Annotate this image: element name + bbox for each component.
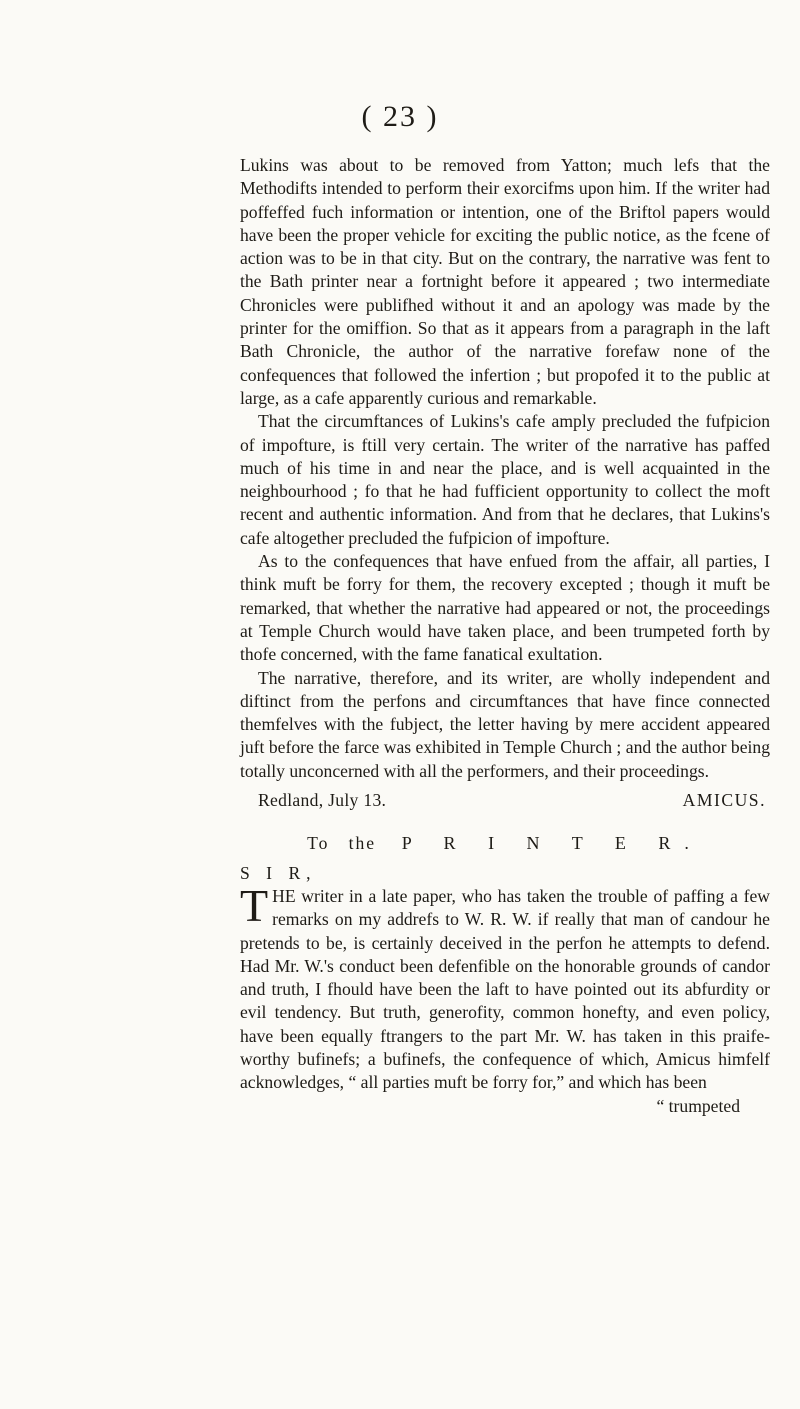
letter-paragraph <box>240 879 770 1095</box>
heading-printer: P R I N T E R. <box>401 833 703 854</box>
drop-cap: T <box>240 879 269 931</box>
heading-to: To <box>307 833 330 854</box>
paragraph: That the circumftances of Lukins's cafe amply precluded the fufpicion of impofture, is ftill very certain. The writer of the narrative has paffed much of his time in and near the place, and is well acquainted in the neighbourhood ; fo that he had fufficient opportunity to collect the moft recent and authentic information. And from that he declares, that Lukins's cafe altogether precluded the fufpicion of impofture. <box>240 411 770 548</box>
catchword: “ trumpeted <box>656 1095 740 1116</box>
paragraph: Lukins was about to be removed from Yatton; much lefs that the Methodifts intended to perform their exorcifms upon him. If the writer had poffeffed fuch information or intention, one of the Briftol papers would have been the proper vehicle for exciting the public notice, as the fcene of action was to be in that city. But on the contrary, the narrative was fent to the Bath printer near a fortnight before it appeared ; two intermediate Chronicles were publifhed without it and an apology was made by the printer for the omiffion. So that as it appears from a paragraph in the laft Bath Chronicle, the author of the narrative forefaw none of the confequences that followed the infertion ; but propofed it to the public at large, as a cafe apparently curious and remarkable. <box>240 155 770 408</box>
letter-text: HE writer in a late paper, who has taken the trouble of paffing a few remarks on my addrefs to W. R. W. if really that man of candour he pretends to be, is certainly deceived in the perfon he attempts to defend. Had Mr. W.'s conduct been defenfible on the honorable grounds of candor and truth, I fhould have been the laft to have pointed out its abfurdity or evil tendency. But truth, generofity, common honefty, and even policy, have been equally ftrangers to the part Mr. W. has taken in this praife-worthy bufinefs; a bufinefs, the confequence of which, Amicus himfelf acknowledges, “ all parties muft be forry for,” and which has been <box>240 885 770 1093</box>
heading-the: the <box>348 833 377 854</box>
letter-heading <box>240 832 770 855</box>
salutation: S I R, <box>240 862 317 883</box>
signature-line <box>240 789 770 812</box>
page-number: ( 23 ) <box>361 100 439 133</box>
signature-author: AMICUS. <box>682 790 766 811</box>
paragraph: The narrative, therefore, and its writer, are wholly independent and diftinct from the perfons and circumftances that have fince connected themfelves with the fubject, the letter having by mere accident appeared juft before the farce was exhibited in Temple Church ; and the author being totally unconcerned with all the performers, and their proceedings. <box>240 667 770 781</box>
paragraph: As to the confequences that have enfued from the affair, all parties, I think muft be forry for them, the recovery excepted ; though it muft be remarked, that whether the narrative had appeared or not, the proceedings at Temple Church would have taken place, and been trumpeted forth by thofe concerned, with the fame fanatical exultation. <box>240 551 770 665</box>
signature-place-date: Redland, July 13. <box>258 790 387 811</box>
page-body <box>240 154 770 1118</box>
